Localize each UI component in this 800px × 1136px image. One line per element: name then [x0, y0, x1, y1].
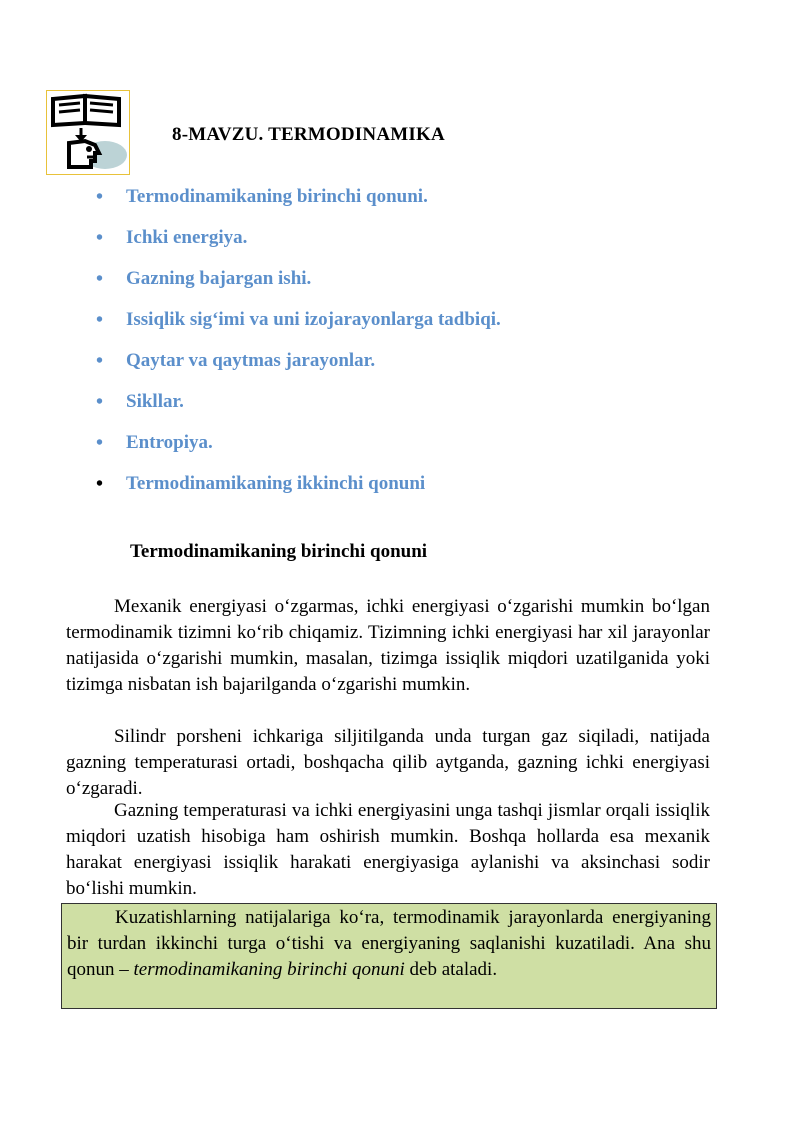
topic-item: • Entropiya. [96, 432, 213, 454]
book-to-reader-icon [46, 90, 130, 175]
section-heading: Termodinamikaning birinchi qonuni [130, 541, 428, 562]
body-paragraph: Gazning temperaturasi va ichki energiyasini unga tashqi jismlar orqali issiqlik miqdori uzatish hisobiga ham oshirish mumkin. Boshqa hollarda esa mexanik harakat energiyasi issiqlik harakati energiyasiga aylanishi va aksinchasi sodir bo‘lishi mumkin. [66, 800, 710, 899]
bullet-icon: • [96, 268, 104, 290]
bullet-icon: • [96, 309, 104, 331]
topic-item: • Issiqlik sig‘imi va uni izojarayonlarga tadbiqi. [96, 309, 501, 331]
highlight-box [61, 903, 717, 1009]
topic-item: • Termodinamikaning ikkinchi qonuni [96, 473, 426, 495]
body-paragraph: Silindr porsheni ichkariga siljitilganda unda turgan gaz siqiladi, natijada gazning temperaturasi ortadi, boshqacha qilib aytganda, gazning ichki energiyasi o‘zgaradi. [66, 726, 710, 799]
page-title: 8-MAVZU. TERMODINAMIKA [172, 124, 445, 145]
bullet-icon: • [96, 186, 104, 208]
bullet-icon: • [96, 350, 104, 372]
bullet-icon: • [96, 391, 104, 413]
topic-item: • Termodinamikaning birinchi qonuni. [96, 186, 428, 208]
topic-item: • Qaytar va qaytmas jarayonlar. [96, 350, 376, 372]
topic-item: • Gazning bajargan ishi. [96, 268, 312, 290]
topic-item: • Ichki energiya. [96, 227, 248, 249]
bullet-icon: • [96, 432, 104, 454]
topic-item: • Sikllar. [96, 391, 184, 413]
bullet-icon: • [96, 227, 104, 249]
law-name-emphasis: termodinamikaning birinchi qonuni [133, 959, 405, 980]
topic-list [96, 186, 501, 514]
bullet-icon: • [96, 473, 104, 495]
body-paragraph: Mexanik energiyasi o‘zgarmas, ichki energiyasi o‘zgarishi mumkin bo‘lgan termodinamik tizimni ko‘rib chiqamiz. Tizimning ichki energiyasi har xil jarayonlar natijasida o‘zgarishi mumkin, masalan, tizimga issiqlik miqdori uzatilganida yoki tizimga nisbatan ish bajarilganda o‘zgarishi mumkin. [66, 596, 710, 695]
highlight-paragraph: Kuzatishlarning natijalariga ko‘ra, termodinamik jarayonlarda energiyaning bir turdan ikkinchi turga o‘tishi va energiyaning saqlanishi kuzatiladi. Ana shu qonun – termodinamikaning birinchi qonuni deb ataladi. [67, 907, 711, 980]
